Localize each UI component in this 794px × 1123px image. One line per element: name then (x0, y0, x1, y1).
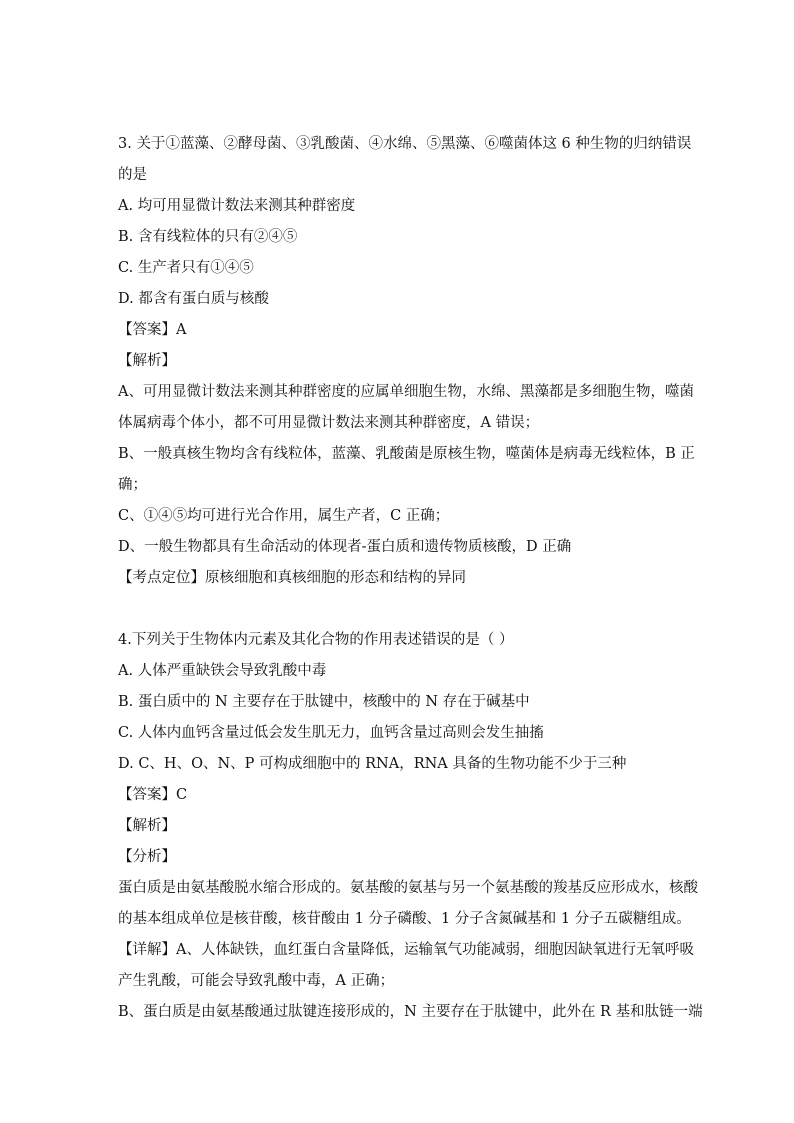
q4-detail-a-cont: 产生乳酸，可能会导致乳酸中毒，A 正确； (118, 973, 395, 989)
q4-detail-a: 【详解】A、人体缺铁，血红蛋白含量降低，运输氧气功能减弱，细胞因缺氧进行无氧呼吸 (118, 942, 694, 958)
q3-analysis-d: D、一般生物都具有生命活动的体现者-蛋白质和遗传物质核酸，D 正确 (118, 539, 572, 555)
q3-analysis-heading: 【解析】 (118, 353, 176, 369)
q4-option-b: B. 蛋白质中的 N 主要存在于肽键中，核酸中的 N 存在于碱基中 (118, 694, 530, 710)
q4-option-a: A. 人体严重缺铁会导致乳酸中毒 (118, 663, 327, 679)
q3-analysis-a-cont: 体属病毒个体小，都不可用显微计数法来测其种群密度，A 错误； (118, 415, 540, 431)
q4-stem: 4.下列关于生物体内元素及其化合物的作用表述错误的是（ ） (118, 632, 514, 648)
q4-answer: 【答案】C (118, 787, 188, 803)
q4-detail-b: B、蛋白质是由氨基酸通过肽键连接形成的，N 主要存在于肽键中，此外在 R 基和肽链一端 (118, 1004, 703, 1020)
q3-stem-cont: 的是 (118, 167, 147, 183)
q3-stem: 3. 关于①蓝藻、②酵母菌、③乳酸菌、④水绵、⑤黑藻、⑥噬菌体这 6 种生物的归纳错误 (118, 136, 692, 152)
q3-answer: 【答案】A (118, 322, 187, 338)
q4-fenxi-heading: 【分析】 (118, 849, 176, 865)
q3-option-c: C. 生产者只有①④⑤ (118, 260, 254, 276)
q4-option-c: C. 人体内血钙含量过低会发生肌无力，血钙含量过高则会发生抽搐 (118, 725, 544, 741)
q4-fenxi-body-cont: 的基本组成单位是核苷酸，核苷酸由 1 分子磷酸、1 分子含氮碱基和 1 分子五碳糖组成。 (118, 911, 691, 927)
q3-analysis-c: C、①④⑤均可进行光合作用，属生产者，C 正确； (118, 508, 450, 524)
q3-option-d: D. 都含有蛋白质与核酸 (118, 291, 269, 307)
q3-option-a: A. 均可用显微计数法来测其种群密度 (118, 198, 356, 214)
q3-analysis-b-cont: 确； (118, 477, 147, 493)
q3-analysis-a: A、可用显微计数法来测其种群密度的应属单细胞生物，水绵、黑藻都是多细胞生物，噬菌 (118, 384, 694, 400)
q4-analysis-heading: 【解析】 (118, 818, 176, 834)
q4-fenxi-body: 蛋白质是由氨基酸脱水缩合形成的。氨基酸的氨基与另一个氨基酸的羧基反应形成水，核酸 (118, 880, 698, 896)
q3-key-point: 【考点定位】原核细胞和真核细胞的形态和结构的异同 (118, 570, 466, 586)
q3-option-b: B. 含有线粒体的只有②④⑤ (118, 229, 298, 245)
q4-option-d: D. C、H、O、N、P 可构成细胞中的 RNA，RNA 具备的生物功能不少于三种 (118, 756, 627, 772)
q3-analysis-b: B、一般真核生物均含有线粒体，蓝藻、乳酸菌是原核生物，噬菌体是病毒无线粒体，B 正 (118, 446, 695, 462)
